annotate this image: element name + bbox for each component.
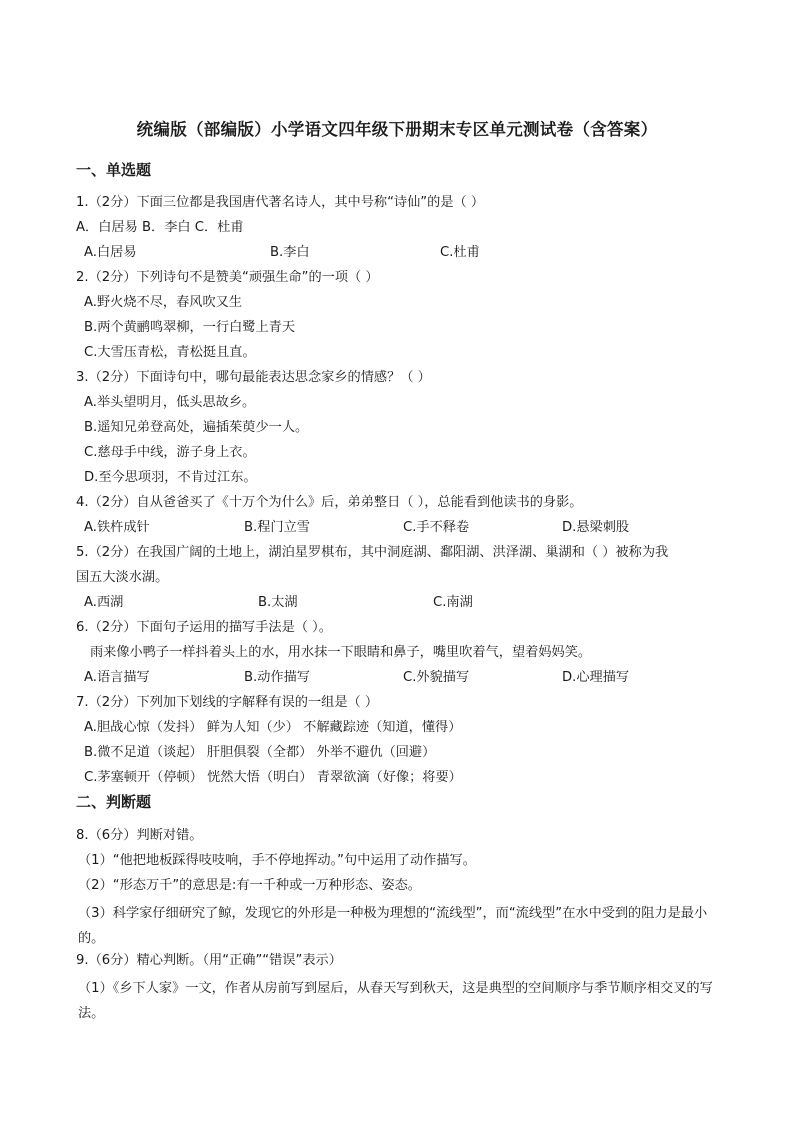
question-3-option-d: D.至今思项羽，不肯过江东。 [84,470,257,485]
question-6-option-d: D.心理描写 [562,670,630,685]
question-8-item-3: （3）科学家仔细研究了鲸，发现它的外形是一种极为理想的“流线型”，而“流线型”在水中受到的阻力是最小的。 [78,906,708,946]
question-8-item-1: （1）“他把地板踩得吱吱响，手不停地挥动。”句中运用了动作描写。 [78,853,476,868]
question-5-option-a: A.西湖 [84,595,124,610]
question-2-option-a: A.野火烧不尽，春风吹又生 [84,295,243,310]
question-4-stem: 4.（2分）自从爸爸买了《十万个为什么》后，弟弟整日（ ），总能看到他读书的身影。 [76,495,583,510]
question-4-option-a: A.铁杵成针 [84,520,150,535]
question-3-stem: 3.（2分）下面诗句中，哪句最能表达思念家乡的情感？（ ） [76,370,431,385]
question-1-option-a: A.白居易 [84,245,137,260]
document-title: 统编版（部编版）小学语文四年级下册期末专区单元测试卷（含答案） [136,120,658,139]
question-5-stem-line-1: 5.（2分）在我国广阔的土地上，湖泊星罗棋布，其中洞庭湖、鄱阳湖、洪泽湖、巢湖和（ ）被称为我 [76,545,669,560]
section-heading-single-choice: 一、单选题 [76,161,152,179]
question-9-item-1: （1）《乡下人家》一文，作者从房前写到屋后，从春天写到秋天，这是典型的空间顺序与季节顺序相交叉的写法。 [78,981,713,1021]
question-6-option-b: B.动作描写 [244,670,310,685]
question-3-option-b: B.遥知兄弟登高处，遍插茱萸少一人。 [84,420,309,435]
question-3-option-a: A.举头望明月，低头思故乡。 [84,395,256,410]
question-1-inline-options: A．白居易 B．李白 C．杜甫 [76,220,244,235]
question-4-option-d: D.悬梁刺股 [562,520,630,535]
question-7-stem: 7.（2分）下列加下划线的字解释有误的一组是（ ） [76,695,379,710]
question-6-sentence: 雨来像小鸭子一样抖着头上的水，用水抹一下眼睛和鼻子，嘴里吹着气，望着妈妈笑。 [90,645,592,660]
section-heading-judgement: 二、判断题 [76,793,152,811]
question-7-option-c: C.茅塞顿开（停顿） 恍然大悟（明白） 青翠欲滴（好像；将要） [84,770,462,785]
question-1-option-b: B.李白 [270,245,310,260]
question-8-stem: 8.（6分）判断对错。 [76,828,203,843]
question-2-option-c: C.大雪压青松，青松挺且直。 [84,345,256,360]
question-5-option-c: C.南湖 [433,595,473,610]
question-6-option-a: A.语言描写 [84,670,150,685]
question-3-option-c: C.慈母手中线，游子身上衣。 [84,445,256,460]
question-4-option-b: B.程门立雪 [244,520,310,535]
question-6-option-c: C.外貌描写 [403,670,470,685]
question-6-stem: 6.（2分）下面句子运用的描写手法是（ ）。 [76,620,332,635]
question-4-option-c: C.手不释卷 [403,520,470,535]
question-1-stem: 1.（2分）下面三位都是我国唐代著名诗人，其中号称“诗仙”的是（ ） [76,195,485,210]
question-5-option-b: B.太湖 [258,595,298,610]
question-9-stem: 9.（6分）精心判断。（用“正确”“错误”表示） [76,953,342,968]
question-2-stem: 2.（2分）下列诗句不是赞美“顽强生命”的一项（ ） [76,270,379,285]
question-7-option-a: A.胆战心惊（发抖） 鲜为人知（少） 不解藏踪迹（知道，懂得） [84,720,462,735]
question-8-item-2: （2）“形态万千”的意思是:有一千种或一万种形态、姿态。 [78,878,421,893]
question-1-option-c: C.杜甫 [440,245,480,260]
question-2-option-b: B.两个黄鹂鸣翠柳，一行白鹭上青天 [84,320,296,335]
question-5-stem-line-2: 国五大淡水湖。 [76,570,169,585]
question-7-option-b: B.微不足道（谈起） 肝胆俱裂（全都） 外举不避仇（回避） [84,745,436,760]
